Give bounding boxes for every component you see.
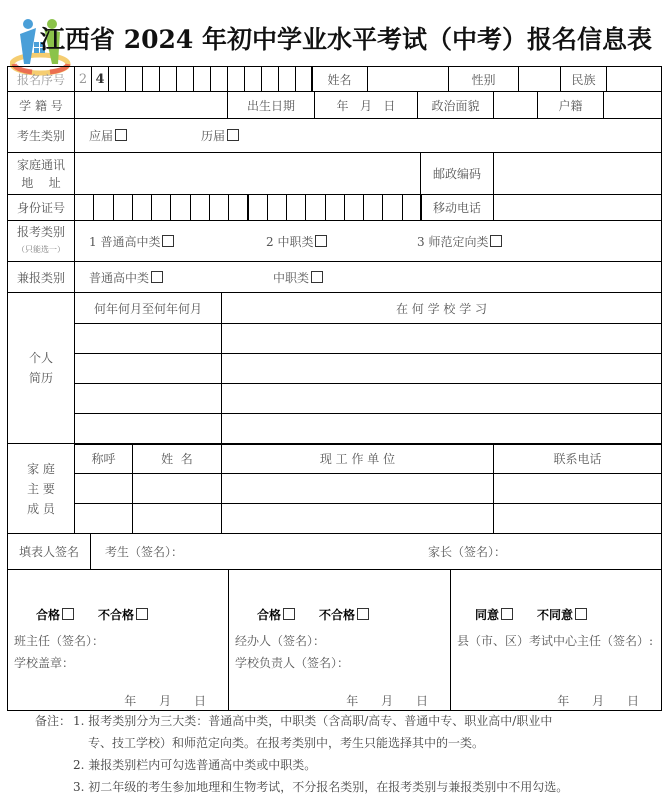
filler-signature-area [90, 533, 662, 570]
id-digit-cell[interactable] [363, 194, 383, 221]
resume-period-field[interactable] [74, 353, 222, 384]
student-signature-field[interactable]: 考生（签名）： [105, 545, 184, 559]
family-employer-field[interactable] [221, 473, 494, 504]
parent-signature-field[interactable]: 家长（签名）： [428, 545, 507, 559]
checkbox-icon[interactable] [315, 235, 327, 247]
id-digit-cell[interactable] [151, 194, 171, 221]
option-current-year[interactable]: 应届 [89, 127, 127, 144]
family-name-header: 姓 名 [132, 443, 222, 474]
reg-digit-cell[interactable] [261, 66, 279, 92]
postcode-label: 邮政编码 [420, 152, 494, 195]
mobile-field[interactable] [493, 194, 662, 221]
ethnicity-field[interactable] [606, 66, 662, 92]
id-digit-cell[interactable] [209, 194, 229, 221]
family-name-field[interactable] [132, 503, 222, 534]
id-digit-cell[interactable] [402, 194, 422, 221]
id-digit-cell[interactable] [248, 194, 268, 221]
reg-digit-cell[interactable] [176, 66, 194, 92]
homeroom-teacher-signature-line-2[interactable]: 学校盖章： [14, 656, 75, 670]
family-relation-field[interactable] [74, 473, 133, 504]
id-digit-cell[interactable] [190, 194, 210, 221]
reg-digit-cell[interactable] [142, 66, 160, 92]
note-2: 2. 兼报类别栏内可勾选普通高中类或中职类。 [73, 758, 317, 772]
mobile-label: 移动电话 [420, 194, 494, 221]
resume-period-field[interactable] [74, 413, 222, 445]
birth-date-field[interactable]: 年 月 日 [314, 91, 418, 119]
exam-center-reject-option[interactable]: 不同意 [537, 606, 587, 623]
resume-period-field[interactable] [74, 383, 222, 414]
exam-center-signature-line[interactable]: 县（市、区）考试中心主任（签名）: [457, 634, 654, 648]
note-3: 3. 初二年级的考生参加地理和生物考试，不分报名类别，在报考类别与兼报类别中不用勾选。 [73, 780, 569, 794]
id-digit-cell[interactable] [74, 194, 94, 221]
id-digit-cell[interactable] [93, 194, 113, 221]
resume-school-field[interactable] [221, 383, 662, 414]
reg-digit-cell[interactable] [244, 66, 262, 92]
homeroom-teacher-approve-option[interactable]: 合格 [36, 606, 74, 623]
reg-digit-cell[interactable] [193, 66, 211, 92]
school-admin-reject-option[interactable]: 不合格 [319, 606, 369, 623]
option-general-high-school[interactable]: 1 普通高中类 [89, 233, 174, 250]
checkbox-icon[interactable] [136, 608, 148, 620]
checkbox-icon[interactable] [357, 608, 369, 620]
id-digit-cell[interactable] [170, 194, 190, 221]
student-id-field[interactable] [74, 91, 228, 119]
resume-period-header: 何年何月至何年何月 [74, 292, 222, 324]
id-digit-cell[interactable] [344, 194, 364, 221]
reg-digit-cell[interactable] [210, 66, 228, 92]
address-field[interactable] [74, 152, 421, 195]
family-name-field[interactable] [132, 473, 222, 504]
postcode-field[interactable] [493, 152, 662, 195]
reg-digit-cell[interactable] [227, 66, 245, 92]
school-admin-signature-line[interactable]: 经办人（签名）： [235, 634, 326, 648]
family-employer-field[interactable] [221, 503, 494, 534]
resume-period-field[interactable] [74, 323, 222, 354]
checkbox-icon[interactable] [490, 235, 502, 247]
note-1: 1. 报考类别分为三大类：普通高中类，中职类（含高职/高专、普通中专、职业高中/职业中 [73, 714, 553, 728]
name-field[interactable] [367, 66, 449, 92]
secondary-category-options [74, 261, 662, 293]
resume-school-field[interactable] [221, 353, 662, 384]
resume-school-field[interactable] [221, 413, 662, 445]
id-digit-cell[interactable] [267, 194, 287, 221]
school-admin-signature-line-2[interactable]: 学校负责人（签名）： [235, 656, 350, 670]
option-vocational[interactable]: 2 中职类 [266, 233, 327, 250]
family-relation-field[interactable] [74, 503, 133, 534]
id-digit-cell[interactable] [325, 194, 345, 221]
secondary-category-label: 兼报类别 [7, 261, 75, 293]
name-label: 姓名 [311, 66, 368, 92]
family-relation-header: 称呼 [74, 443, 133, 474]
political-status-label: 政治面貌 [417, 91, 494, 119]
checkbox-icon[interactable] [283, 608, 295, 620]
birth-date-label: 出生日期 [227, 91, 315, 119]
candidate-type-label: 考生类别 [7, 118, 75, 153]
family-employer-header: 现 工 作 单 位 [221, 443, 494, 474]
checkbox-icon[interactable] [227, 129, 239, 141]
family-members-label: 家 庭 主 要 成 员 [7, 443, 75, 534]
checkbox-icon[interactable] [311, 271, 323, 283]
resume-school-header: 在 何 学 校 学 习 [221, 292, 662, 324]
filler-signature-label: 填表人签名 [7, 533, 91, 570]
resume-school-field[interactable] [221, 323, 662, 354]
homeroom-teacher-date[interactable]: 年 月 日 [124, 694, 206, 708]
id-digit-cell[interactable] [382, 194, 402, 221]
school-admin-approve-option[interactable]: 合格 [257, 606, 295, 623]
option-secondary-general[interactable]: 普通高中类 [89, 269, 163, 286]
candidate-type-options [74, 118, 662, 153]
checkbox-icon[interactable] [115, 129, 127, 141]
note-1-cont: 专、技工学校）和师范定向类。在报考类别中，考生只能选择其中的一类。 [88, 736, 485, 750]
hukou-field[interactable] [603, 91, 662, 119]
family-phone-field[interactable] [493, 503, 662, 534]
ethnicity-label: 民族 [560, 66, 607, 92]
homeroom-teacher-approval-section [7, 569, 229, 711]
checkbox-icon[interactable] [62, 608, 74, 620]
reg-digit-cell[interactable] [125, 66, 143, 92]
option-secondary-vocational[interactable]: 中职类 [273, 269, 323, 286]
id-digit-cell[interactable] [228, 194, 248, 221]
checkbox-icon[interactable] [575, 608, 587, 620]
id-digit-cell[interactable] [305, 194, 325, 221]
political-status-field[interactable] [493, 91, 538, 119]
family-phone-field[interactable] [493, 473, 662, 504]
page-title: 江西省 2024 年初中学业水平考试（中考）报名信息表 [40, 25, 652, 54]
hukou-label: 户籍 [537, 91, 604, 119]
exam-center-approve-option[interactable]: 同意 [475, 606, 513, 623]
resume-label: 个人 简历 [7, 292, 75, 444]
id-number-label: 身份证号 [7, 194, 75, 221]
homeroom-teacher-reject-option[interactable]: 不合格 [98, 606, 148, 623]
school-admin-date[interactable]: 年 月 日 [346, 694, 428, 708]
address-label: 家庭通讯 地 址 [7, 152, 75, 195]
checkbox-icon[interactable] [151, 271, 163, 283]
checkbox-icon[interactable] [162, 235, 174, 247]
gender-field[interactable] [518, 66, 561, 92]
exam-category-options [74, 220, 662, 262]
reg-digit-cell[interactable]: 2 [74, 66, 92, 92]
option-teacher-training[interactable]: 3 师范定向类 [417, 233, 502, 250]
id-digit-cell[interactable] [113, 194, 133, 221]
reg-digit-cell[interactable] [108, 66, 126, 92]
student-id-label: 学 籍 号 [7, 91, 75, 119]
reg-digit-cell[interactable]: 4 [91, 66, 109, 92]
homeroom-teacher-signature-line[interactable]: 班主任（签名）： [14, 634, 105, 648]
exam-center-approval-section [450, 569, 662, 711]
family-phone-header: 联系电话 [493, 443, 662, 474]
checkbox-icon[interactable] [501, 608, 513, 620]
option-previous-year[interactable]: 历届 [201, 127, 239, 144]
reg-number-label: 报名序号 [7, 66, 75, 92]
gender-label: 性别 [448, 66, 519, 92]
reg-digit-cell[interactable] [159, 66, 177, 92]
id-digit-cell[interactable] [132, 194, 152, 221]
reg-digit-cell[interactable] [278, 66, 296, 92]
notes-prefix: 备注： [35, 714, 72, 728]
exam-category-label: 报考类别 （只能选一） [7, 220, 75, 262]
exam-center-date[interactable]: 年 月 日 [557, 694, 639, 708]
school-admin-approval-section [228, 569, 451, 711]
id-digit-cell[interactable] [286, 194, 306, 221]
